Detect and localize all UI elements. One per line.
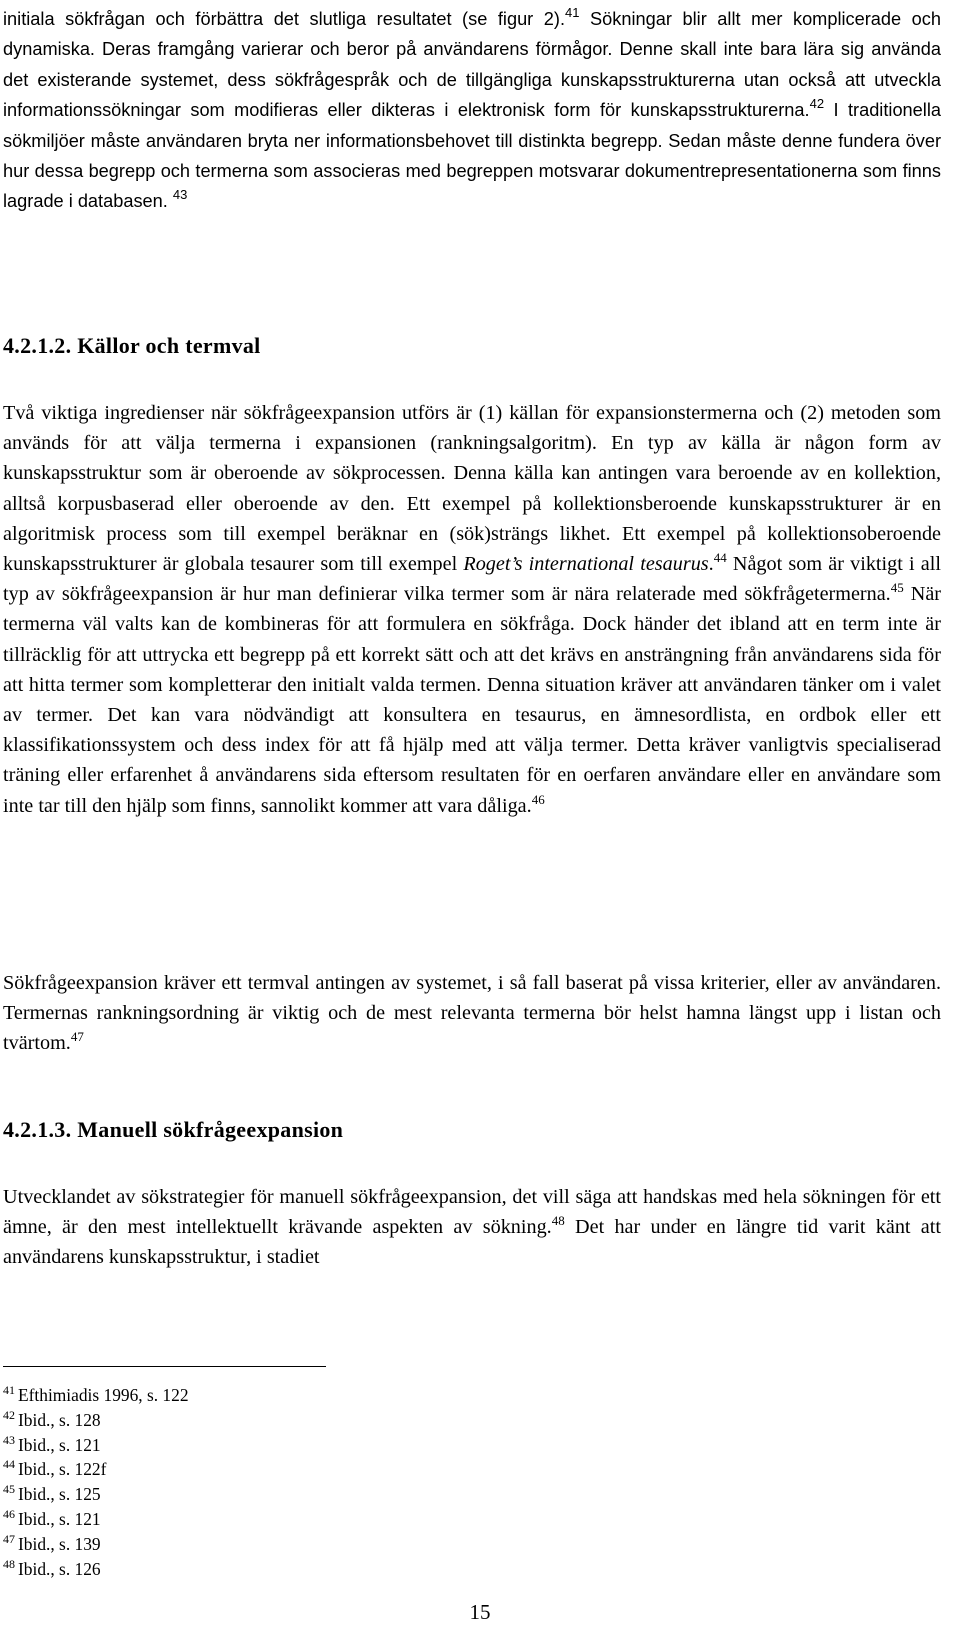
footnote-text: Ibid., s. 125 xyxy=(18,1484,101,1505)
body-text: Två viktiga ingredienser när sökfrågeexpansion utförs är (1) källan för expansionstermerna och (2) metoden som används för att välja termerna i expansionen (rankningsalgoritm). En typ av källa är någon form av kunskapsstruktur som är oberoende av sökprocessen. Denna källa kan antingen vara beroende av en kollektion, alltså korpusbaserad eller oberoende av den. Ett exempel på kollektionsberoende kunskapsstrukturer är en algoritmisk process som till exempel beräknar en (sök)strängs likhet. Ett exempel på kollektionsoberoende kunskapsstrukturer är globala tesaurer som till exempel xyxy=(3,402,941,576)
page-number: 15 xyxy=(469,1600,491,1624)
footnote-item xyxy=(3,1532,189,1557)
footnote-number: 46 xyxy=(3,1506,15,1521)
footnote-item xyxy=(3,1557,189,1582)
section-heading-kallor: 4.2.1.2. Källor och termval xyxy=(3,333,261,358)
intro-text-3: I traditionella sökmiljöer måste användaren bryta ner informationsbehovet till distinkta begrepp. Sedan måste denne fundera över hur dessa begrepp och termerna som associeras med begreppen motsvarar dokumentrepresentationerna som finns lagrade i databasen. xyxy=(3,100,941,212)
footnote-item xyxy=(3,1433,189,1458)
body-text: Något som är viktigt i all typ av sökfrågeexpansion är hur man definierar vilka termer som är nära relaterade med sökfrågetermerna. xyxy=(3,553,941,606)
footnote-number: 48 xyxy=(3,1556,15,1571)
footnote-ref-43: 43 xyxy=(172,187,188,203)
intro-paragraph xyxy=(3,4,941,217)
body-text: Utvecklandet av sökstrategier för manuell sökfrågeexpansion, det vill säga att handskas med hela sökningen för ett ämne, är den mest intellektuellt krävande aspekten av sökning. xyxy=(3,1186,941,1239)
footnote-item xyxy=(3,1408,189,1433)
footnote-number: 42 xyxy=(3,1407,15,1422)
footnote-number: 47 xyxy=(3,1531,15,1546)
footnote-number: 41 xyxy=(3,1383,15,1397)
footnote-divider xyxy=(3,1366,326,1367)
section1-paragraph-2 xyxy=(3,968,941,1059)
footnote-text: Efthimiadis 1996, s. 122 xyxy=(18,1385,189,1405)
section1-paragraph-1 xyxy=(3,398,941,821)
footnote-item xyxy=(3,1507,189,1532)
footnote-ref-42: 42 xyxy=(809,96,825,112)
intro-text-2: Sökningar blir allt mer komplicerade och dynamiska. Deras framgång varierar och beror på användarens förmågor. Denne skall inte bara lära sig använda det existerande systemet, dess sökfrågespråk och de tillgängliga kunskapsstrukturerna utan också att utveckla informationssökningar som modifieras eller dikteras i elektronisk form för kunskapsstrukturerna. xyxy=(3,9,942,121)
intro-text-1: initiala sökfrågan och förbättra det slutliga resultatet (se figur 2). xyxy=(3,9,566,29)
body-text: När termerna väl valts kan de kombineras för att formulera en sökfråga. Dock händer det ibland att en term inte är tillräcklig för att uttrycka ett begrepp på ett korrekt sätt och att det krävs en ansträngning från användarens sida för att hitta termer som kompletterar den initialt valda termen. Denna situation kräver att användaren tänker om i valet av termer. Det kan vara nödvändigt att konsultera en tesaurus, en ämnesordlista, en ordbok eller ett klassifikationssystem och dess index för att få hjälp med att välja termer. Detta kräver vanligtvis specialiserad träning eller erfarenhet å användarens sida eftersom resultaten för en oerfaren användare eller en användare som inte tar till den hjälp som finns, sannolikt kommer att vara dåliga. xyxy=(3,583,941,817)
footnote-ref-45: 45 xyxy=(890,580,904,596)
footnote-ref-47: 47 xyxy=(70,1029,84,1045)
footnote-ref-48: 48 xyxy=(551,1213,565,1229)
body-text: . xyxy=(708,553,714,576)
footnote-text: Ibid., s. 126 xyxy=(18,1558,101,1579)
body-text: Sökfrågeexpansion kräver ett termval antingen av systemet, i så fall baserat på vissa kriterier, eller av användaren. Termernas rankningsordning är viktig och de mest relevanta termerna bör helst hamna längst upp i listan och tvärtom. xyxy=(3,972,941,1055)
footnote-text: Ibid., s. 122f xyxy=(18,1459,107,1480)
footnote-ref-41: 41 xyxy=(565,5,580,20)
footnote-ref-44: 44 xyxy=(713,550,727,566)
footnote-text: Ibid., s. 121 xyxy=(18,1508,101,1529)
footnote-text: Ibid., s. 128 xyxy=(18,1409,101,1430)
section2-paragraph-1 xyxy=(3,1182,941,1273)
body-text: Det har under en längre tid varit känt att användarens kunskapsstruktur, i stadiet xyxy=(3,1216,941,1269)
section-heading-manuell: 4.2.1.3. Manuell sökfrågeexpansion xyxy=(3,1117,344,1142)
footnote-item xyxy=(3,1457,189,1482)
footnote-number: 45 xyxy=(3,1482,15,1497)
footnote-ref-46: 46 xyxy=(531,791,545,807)
footnote-number: 44 xyxy=(3,1457,15,1472)
footnote-item xyxy=(3,1383,189,1408)
footnote-number: 43 xyxy=(3,1432,15,1447)
footnote-text: Ibid., s. 139 xyxy=(18,1533,101,1554)
footnote-item xyxy=(3,1482,189,1507)
book-title: Roget’s international tesaurus xyxy=(463,553,709,576)
footnote-list xyxy=(3,1383,189,1581)
footnote-text: Ibid., s. 121 xyxy=(18,1434,101,1455)
